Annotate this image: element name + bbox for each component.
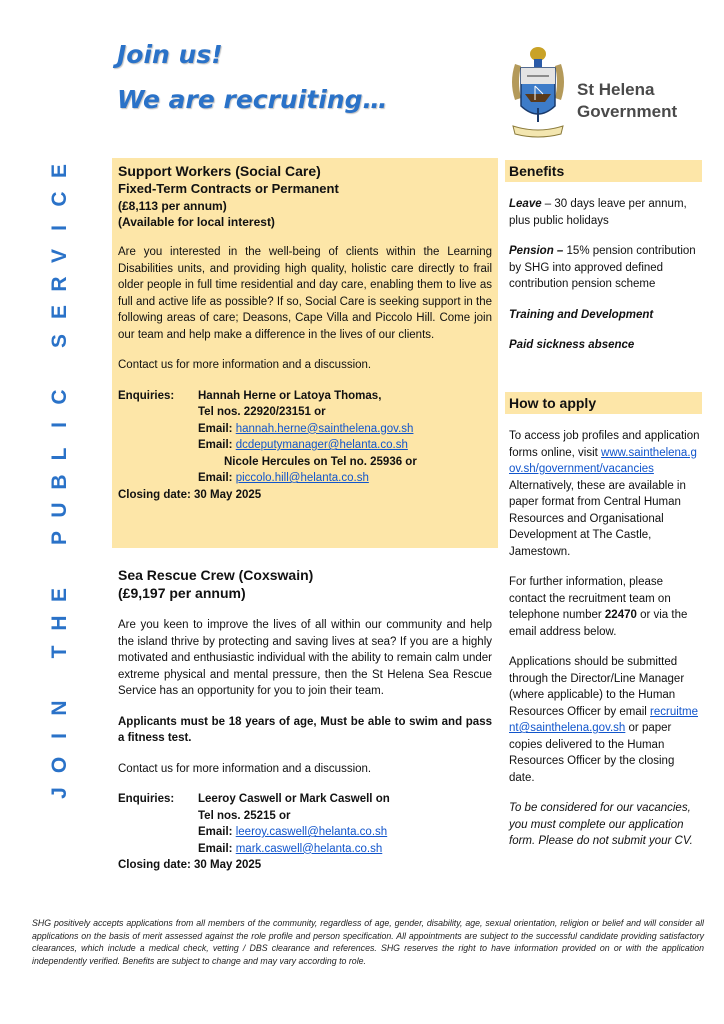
headline-recruiting: We are recruiting… xyxy=(117,85,388,114)
job2-tel: Tel nos. 25215 or xyxy=(198,809,291,822)
job1-salary: (£8,113 per annum) xyxy=(118,199,227,213)
how-to-apply-heading: How to apply xyxy=(505,392,702,414)
job2-salary: (£9,197 per annum) xyxy=(118,585,246,601)
job2-enquiries xyxy=(118,791,492,857)
job1-email-hannah-link[interactable]: hannah.herne@sainthelena.gov.sh xyxy=(235,422,414,435)
benefits-heading: Benefits xyxy=(505,160,702,182)
join-the-public-service-banner xyxy=(40,162,80,802)
headline-join-us: Join us! xyxy=(117,40,223,69)
recruitment-email-link[interactable]: recruitment@sainthelena.gov.sh xyxy=(509,705,698,734)
banner-letter: E xyxy=(48,305,71,320)
banner-letter: H xyxy=(48,615,71,631)
job2-enquiries-names: Leeroy Caswell or Mark Caswell on xyxy=(198,793,390,805)
job-support-workers xyxy=(118,162,492,503)
banner-letter: U xyxy=(48,502,71,518)
job1-email-label: Email: xyxy=(198,439,233,451)
job1-closing-date: Closing date: 30 May 2025 xyxy=(118,488,262,501)
apply-note: To be considered for our vacancies, you must complete our application form. Please do not submit your CV. xyxy=(509,802,693,847)
job2-email-mark-link[interactable]: mark.caswell@helanta.co.sh xyxy=(235,842,383,855)
job2-email-leeroy-link[interactable]: leeroy.caswell@helanta.co.sh xyxy=(235,826,388,838)
benefit-sickness: Paid sickness absence xyxy=(509,339,635,351)
banner-letter: P xyxy=(48,531,71,546)
job2-enquiries-label: Enquiries: xyxy=(118,793,175,805)
job1-enquiries-label: Enquiries: xyxy=(118,389,175,402)
job2-description: Are you keen to improve the lives of all within our community and help the island thrive by protecting and saving lives at sea? If you are a highly motivated and enthusiastic individual with the ability to remain calm under extreme physical and mental pressure, then the St Helena Sea Rescue Service has an opportunity for you to join their team. xyxy=(118,619,492,697)
job1-enquiries xyxy=(118,388,492,487)
benefit-leave: Leave – 30 days leave per annum, plus public holidays xyxy=(509,198,687,227)
recruitment-phone: 22470 xyxy=(604,609,637,621)
how-to-apply-section xyxy=(505,392,702,850)
job2-email-label: Email: xyxy=(198,842,233,855)
job1-email-label: Email: xyxy=(198,472,233,484)
banner-letter: C xyxy=(48,389,71,405)
vacancies-link[interactable]: www.sainthelena.gov.sh/government/vacancies xyxy=(509,446,697,475)
job1-contract-type: Fixed-Term Contracts or Permanent xyxy=(118,181,339,196)
banner-letter: J xyxy=(48,787,71,799)
job2-email-label: Email: xyxy=(198,826,233,838)
job1-contact-text: Contact us for more information and a discussion. xyxy=(118,359,372,371)
benefit-pension: Pension – 15% pension contribution by SHG into approved defined contribution pension scheme xyxy=(509,245,696,290)
job2-contact-text: Contact us for more information and a discussion. xyxy=(118,762,372,775)
benefits-section xyxy=(505,160,702,354)
job1-email-dcdeputy-link[interactable]: dcdeputymanager@helanta.co.sh xyxy=(235,439,408,451)
org-name-line2: Government xyxy=(577,102,678,121)
banner-letter: V xyxy=(48,248,71,263)
job1-nicole-contact: Nicole Hercules on Tel no. 25936 or xyxy=(224,455,417,468)
equal-opportunities-footer: SHG positively accepts applications from all members of the community, regardless of age, gender, disability, age, sexual orientation, religion or belief and will consider all applications on the basis of merit assessed against the role profile and person specification. All appointments are subject to the successful candidate providing satisfactory clearances, which include a medical check, vetting / DBS clearance and references. SHG reserves the right to have information provided on or with the application independently verified. Benefits are subject to change and may vary according to role. xyxy=(32,918,704,966)
job1-email-piccolo-link[interactable]: piccolo.hill@helanta.co.sh xyxy=(235,472,369,484)
apply-submit-text: Applications should be submitted through the Director/Line Manager (where applicable) to the Human Resources Officer by email recruitment@sainthelena.gov.sh or paper copies delivered to the Human Resources Officer by the closing date. xyxy=(509,656,698,784)
banner-letter: L xyxy=(48,447,71,461)
banner-letter: R xyxy=(48,276,71,292)
benefit-training: Training and Development xyxy=(509,308,654,321)
job1-description: Are you interested in the well-being of clients within the Learning Disabilities units, and providing high quality, holistic care directly to frail older people in full time residential and day care, enabling them to live as full and active life as possible? If so, Social Care is seeking support in the following areas of care; Deasons, Cape Villa and Piccolo Hill. Come join our team and help make a difference in the lives of our clients. xyxy=(118,246,492,341)
banner-letter: I xyxy=(48,733,71,740)
job1-enquiries-names: Hannah Herne or Latoya Thomas, xyxy=(198,389,382,402)
banner-letter: O xyxy=(48,756,71,773)
apply-contact-text: For further information, please contact the recruitment team on telephone number 22470 or via the email address below. xyxy=(509,576,688,638)
job1-email-label: Email: xyxy=(198,422,233,435)
job1-tel: Tel nos. 22920/23151 or xyxy=(198,406,326,418)
banner-letter: E xyxy=(48,587,71,602)
job2-closing-date: Closing date: 30 May 2025 xyxy=(118,859,262,871)
job1-title: Support Workers (Social Care) xyxy=(118,163,321,179)
banner-letter: I xyxy=(48,422,71,429)
banner-letter: E xyxy=(48,164,71,179)
banner-space xyxy=(51,358,69,380)
coat-of-arms-icon xyxy=(505,42,571,142)
job2-title: Sea Rescue Crew (Coxswain) xyxy=(118,567,314,583)
banner-space xyxy=(51,669,69,691)
banner-letter: S xyxy=(48,333,71,348)
job-sea-rescue-crew xyxy=(118,566,492,874)
org-name-line1: St Helena xyxy=(577,80,655,99)
job1-availability: (Available for local interest) xyxy=(118,215,275,229)
banner-letter: N xyxy=(48,700,71,716)
job2-requirements: Applicants must be 18 years of age, Must be able to swim and pass a fitness test. xyxy=(118,715,492,744)
banner-letter: T xyxy=(48,645,71,658)
banner-letter: C xyxy=(48,191,71,207)
banner-space xyxy=(51,556,69,578)
banner-letter: B xyxy=(48,474,71,490)
apply-online-text: To access job profiles and application forms online, visit www.sainthelena.gov.sh/government/vacancies Alternatively, these are available in paper format from Central Human Resources and Organisational Development at The Castle, Jamestown. xyxy=(509,430,700,558)
banner-letter: I xyxy=(48,224,71,231)
